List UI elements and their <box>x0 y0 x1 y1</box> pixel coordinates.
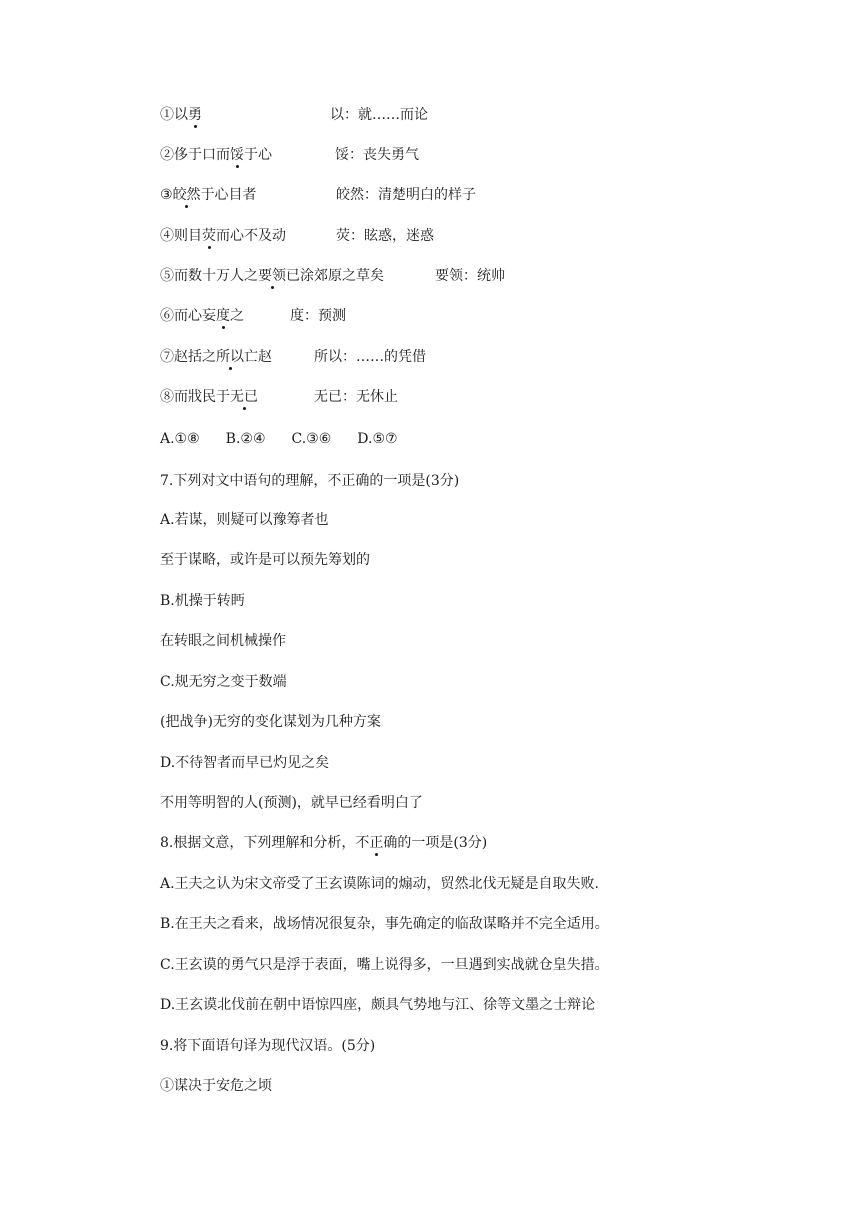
q9-stem: 9.将下面语句译为现代汉语。(5分) <box>160 1038 376 1054</box>
q6-option-d: D.⑤⑦ <box>357 431 398 447</box>
q7-line: (把战争)无穷的变化谋划为几种方案 <box>160 714 381 730</box>
q7-line: 至于谋略，或许是可以预先筹划的 <box>160 552 370 568</box>
dotted-word: 要领 <box>258 268 286 284</box>
q6-option-c: C.③⑥ <box>291 431 332 447</box>
q8-stem: 8.根据文意，下列理解和分析，不正确的一项是(3分) <box>160 835 488 851</box>
q7-line: A.若谋，则疑可以豫筹者也 <box>160 512 329 528</box>
q7-line: B.机操于转眄 <box>160 593 245 609</box>
gloss-item-7: ⑦赵括之所以亡赵 <box>160 349 272 365</box>
q7-line: 在转眼之间机械操作 <box>160 633 286 649</box>
gloss-meaning-7: 所以：……的凭借 <box>314 349 426 365</box>
q7-line: 不用等明智的人(预测)，就早已经看明白了 <box>160 795 423 811</box>
dotted-word: 不正确 <box>355 835 398 851</box>
gloss-meaning-3: 皎然：清楚明白的样子 <box>336 187 476 203</box>
q8-option-c: C.王玄谟的勇气只是浮于表面，嘴上说得多，一旦遇到实战就仓皇失措。 <box>160 957 609 973</box>
gloss-item-6: ⑥而心妄度之 <box>160 308 244 324</box>
dotted-word: 无已 <box>230 389 258 405</box>
gloss-item-8: ⑧而戕民于无已 <box>160 389 258 405</box>
q9-line-1: ①谋决于安危之顷 <box>160 1078 272 1094</box>
gloss-item-2: ②侈于口而馁于心 <box>160 147 272 163</box>
gloss-meaning-1: 以：就……而论 <box>330 107 428 123</box>
dotted-word: 馁 <box>230 147 244 163</box>
q6-option-b: B.②④ <box>225 431 266 447</box>
gloss-meaning-5: 要领：统帅 <box>435 268 505 284</box>
gloss-meaning-6: 度：预测 <box>290 308 346 324</box>
q8-option-b: B.在王夫之看来，战场情况很复杂，事先确定的临敌谋略并不完全适用。 <box>160 916 609 932</box>
q7-stem: 7.下列对文中语句的理解，不正确的一项是(3分) <box>160 473 460 489</box>
q8-option-d: D.王玄谟北伐前在朝中语惊四座，颇具气势地与江、徐等文墨之士辩论 <box>160 997 596 1013</box>
q6-option-a: A.①⑧ <box>160 431 200 447</box>
dotted-word: 度 <box>216 308 230 324</box>
gloss-meaning-4: 荧：眩惑，迷惑 <box>336 228 434 244</box>
q8-option-a: A.王夫之认为宋文帝受了王玄谟陈词的煽动，贸然北伐无疑是自取失败. <box>160 876 600 892</box>
dotted-word: 所以 <box>216 349 244 365</box>
gloss-meaning-8: 无已：无休止 <box>314 389 398 405</box>
gloss-item-1: ①以勇 <box>160 107 202 123</box>
gloss-item-4: ④则目荧而心不及动 <box>160 228 286 244</box>
dotted-word: 勇 <box>188 107 202 123</box>
q6-options <box>160 430 424 448</box>
q7-line: D.不待智者而早已灼见之矣 <box>160 755 330 771</box>
gloss-item-3: ③皎然于心目者 <box>160 187 257 203</box>
dotted-word: 皎然 <box>172 187 201 203</box>
q7-line: C.规无穷之变于数端 <box>160 674 287 690</box>
gloss-item-5: ⑤而数十万人之要领已涂郊原之草矣 <box>160 268 384 284</box>
gloss-meaning-2: 馁：丧失勇气 <box>335 147 419 163</box>
dotted-word: 荧 <box>202 228 216 244</box>
